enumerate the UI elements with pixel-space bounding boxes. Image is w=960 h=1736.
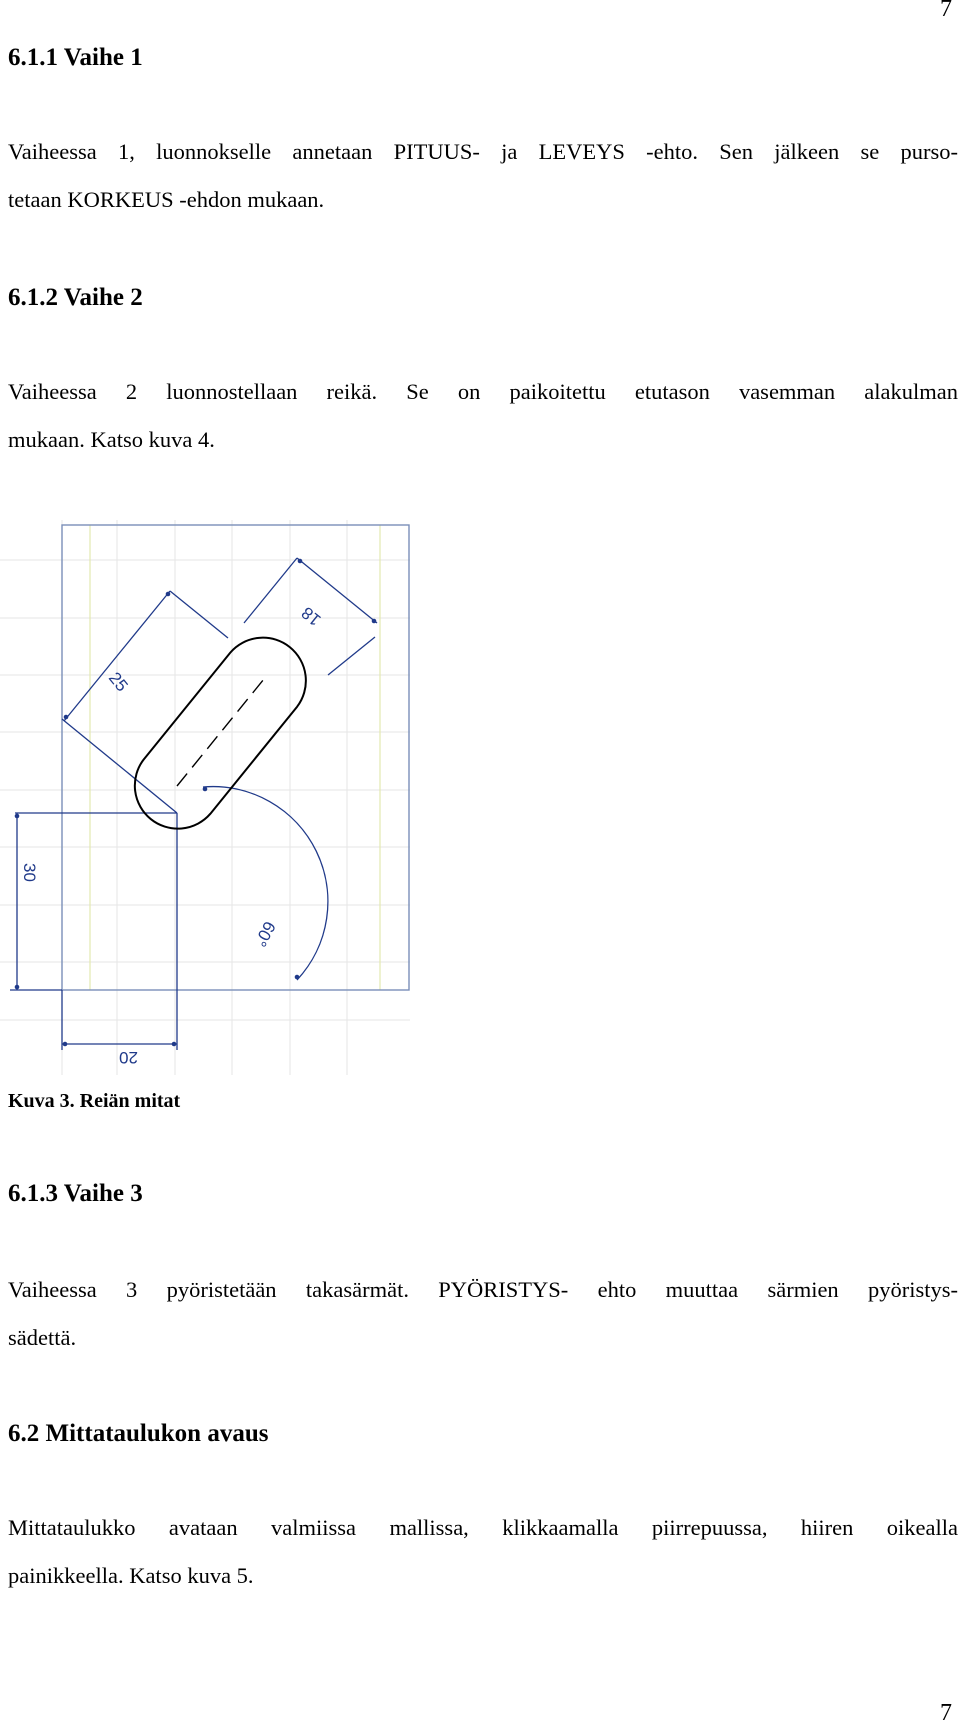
dimension-lines xyxy=(10,558,377,1050)
dimension-label-length: 25 xyxy=(104,668,132,696)
section-heading-6-2: 6.2 Mittataulukon avaus xyxy=(8,1420,269,1447)
paragraph-line: Mittataulukko avataan valmiissa mallissa, klikkaamalla piirrepuussa, hiiren oikealla xyxy=(8,1515,958,1540)
paragraph-line: Vaiheessa 1, luonnokselle annetaan PITUUS- ja LEVEYS -ehto. Sen jälkeen se purso- xyxy=(8,139,958,164)
dimension-label-horizontal: 20 xyxy=(119,1048,138,1067)
grid-accent xyxy=(90,525,380,990)
dimension-label-vertical: 30 xyxy=(20,863,39,882)
paragraph-line: mukaan. Katso kuva 4. xyxy=(8,427,215,452)
paragraph-line: sädettä. xyxy=(8,1325,77,1350)
dimension-label-angle: 60° xyxy=(250,918,280,950)
page-number-top: 7 xyxy=(940,0,952,22)
section-heading-6-1-1: 6.1.1 Vaihe 1 xyxy=(8,44,143,71)
section-heading-6-1-2: 6.1.2 Vaihe 2 xyxy=(8,284,143,311)
figure-caption: Kuva 3. Reiän mitat xyxy=(8,1090,181,1112)
dimension-label-width: 18 xyxy=(297,602,325,630)
section-paragraph-6-1-1 xyxy=(8,128,958,224)
front-plane xyxy=(62,525,409,990)
section-paragraph-6-1-2 xyxy=(8,368,958,464)
section-paragraph-6-1-3 xyxy=(8,1266,958,1362)
paragraph-line: Vaiheessa 2 luonnostellaan reikä. Se on paikoitettu etutason vasemman alakulman xyxy=(8,379,958,404)
section-paragraph-6-2 xyxy=(8,1504,958,1600)
paragraph-line: painikkeella. Katso kuva 5. xyxy=(8,1563,254,1588)
section-heading-6-1-3: 6.1.3 Vaihe 3 xyxy=(8,1180,143,1207)
hole-dimension-figure xyxy=(0,520,420,1075)
paragraph-line: Vaiheessa 3 pyöristetään takasärmät. PYÖRISTYS- ehto muuttaa särmien pyöristys- xyxy=(8,1277,958,1302)
page-number-bottom: 7 xyxy=(940,1700,952,1726)
dimension-arrows xyxy=(15,559,377,1047)
paragraph-line: tetaan KORKEUS -ehdon mukaan. xyxy=(8,187,325,212)
